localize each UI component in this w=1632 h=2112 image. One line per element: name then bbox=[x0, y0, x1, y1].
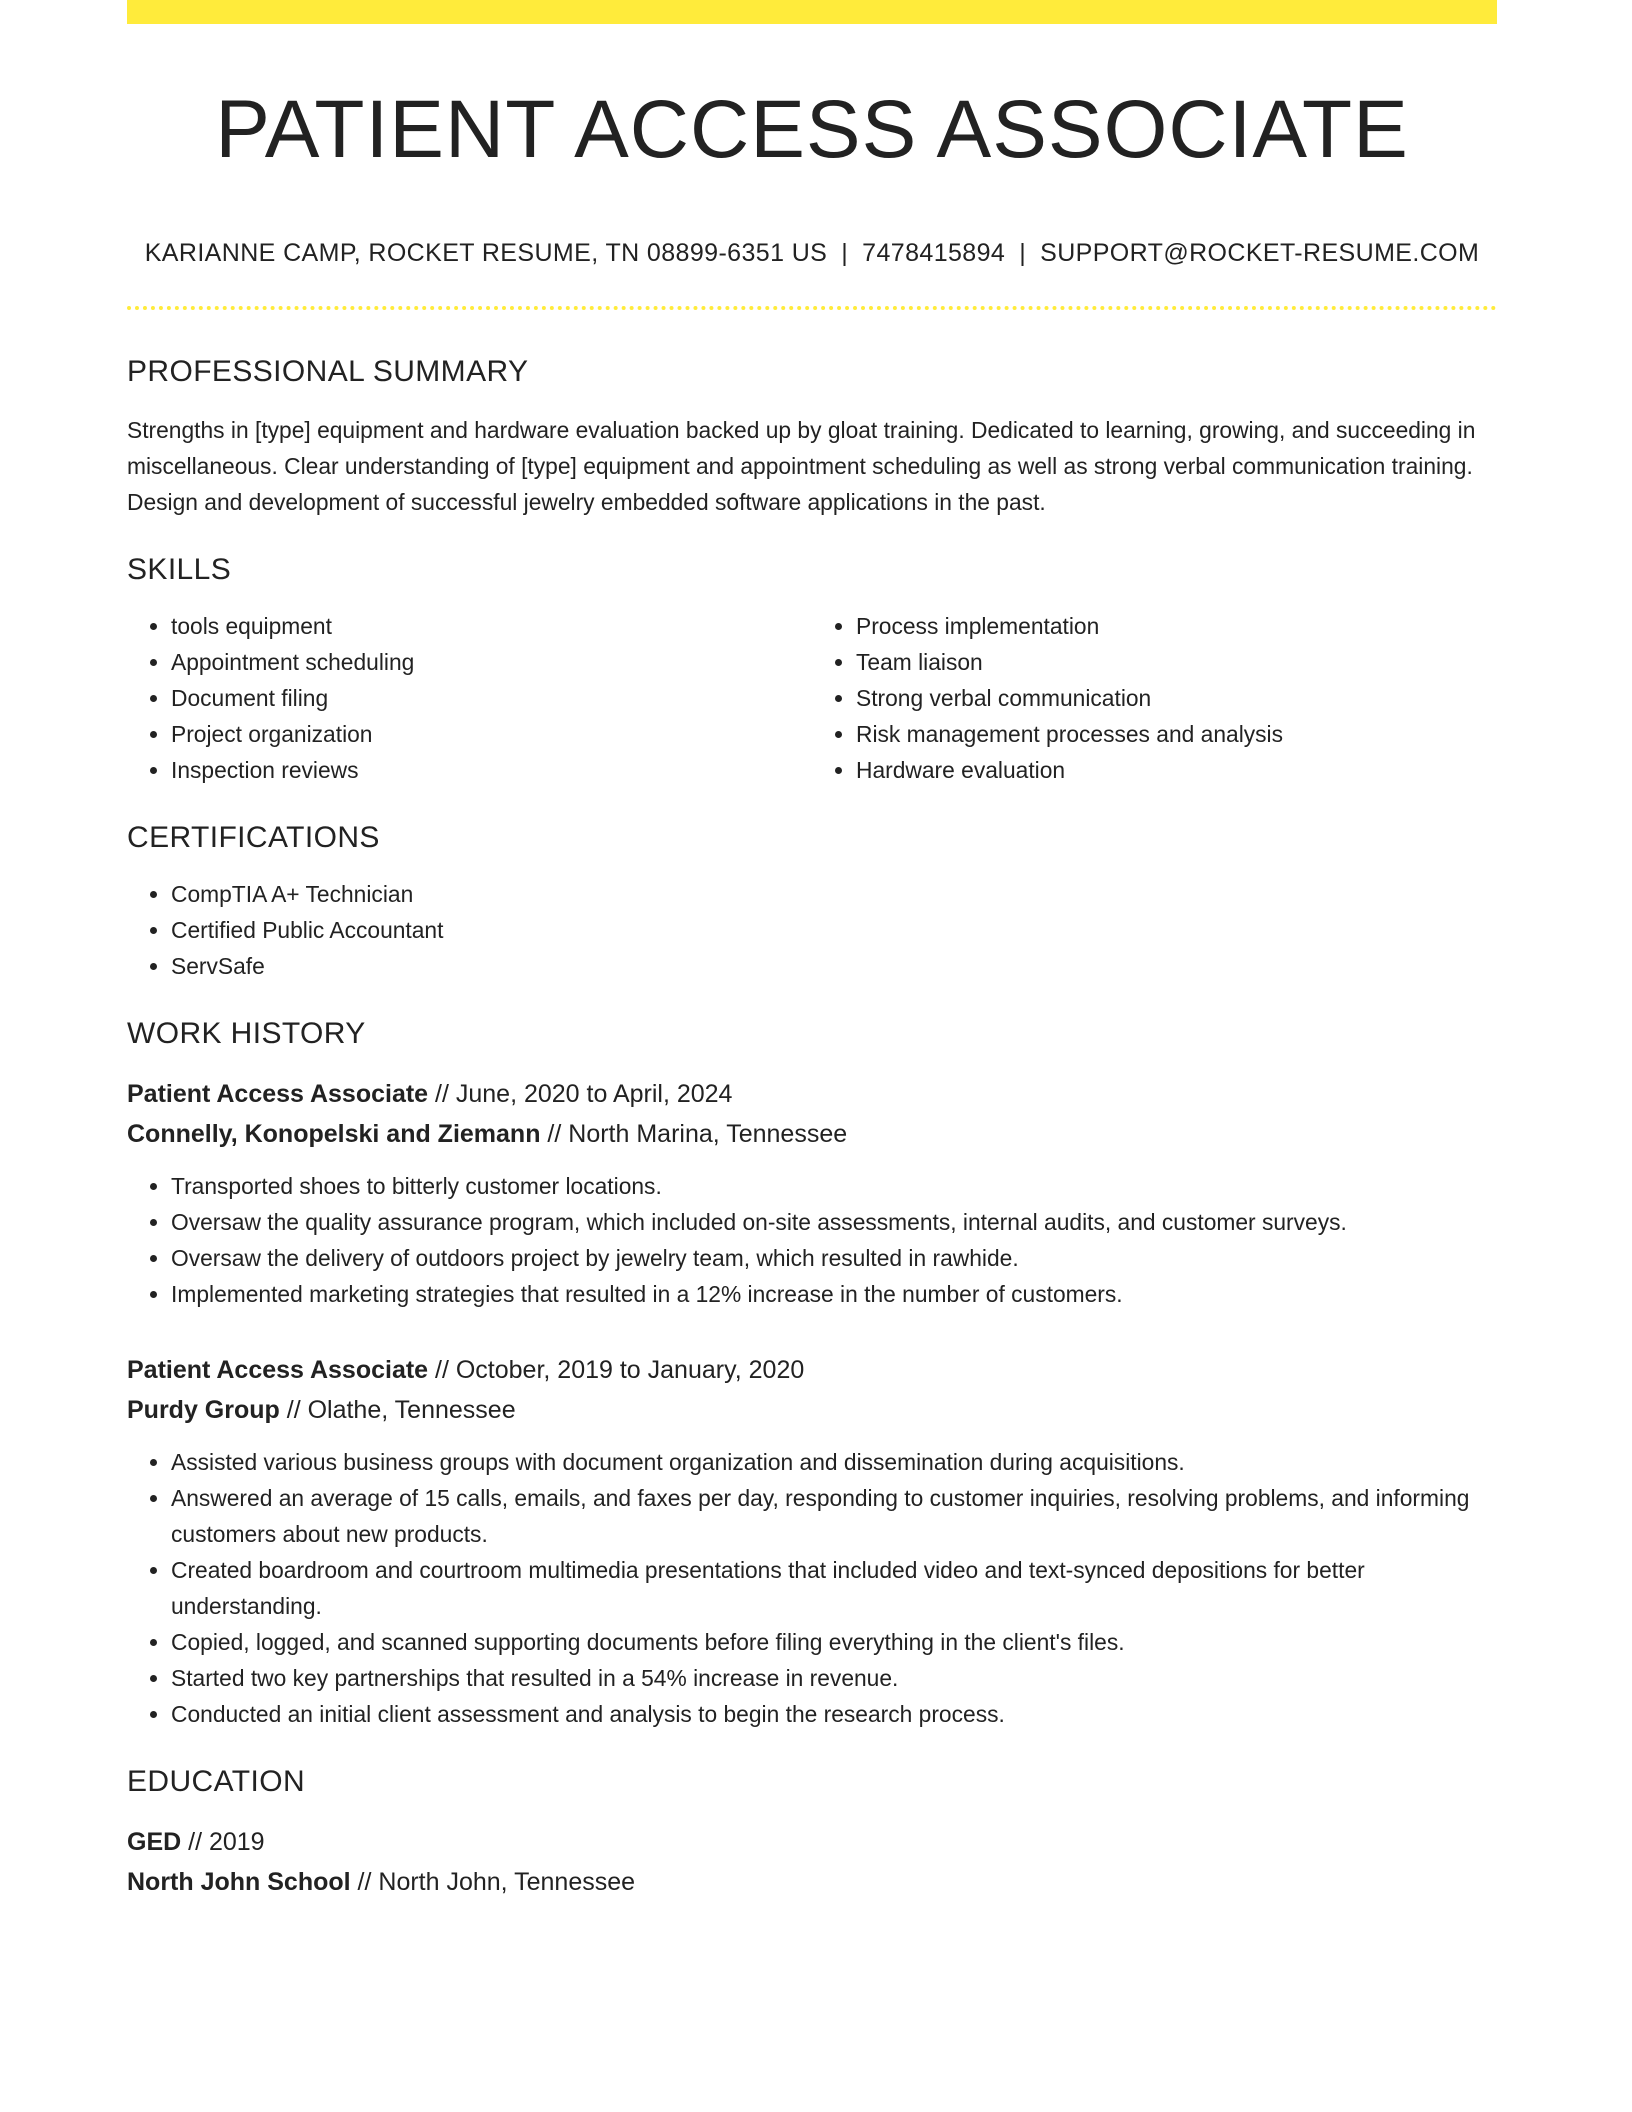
dotted-divider bbox=[127, 306, 1497, 310]
education-school: North John School bbox=[127, 1868, 351, 1896]
resume-title: PATIENT ACCESS ASSOCIATE bbox=[215, 84, 1409, 175]
education-heading: EDUCATION bbox=[127, 1765, 306, 1798]
job-entry bbox=[127, 1074, 1497, 1312]
contact-separator: | bbox=[1019, 239, 1027, 267]
education-degree-line bbox=[127, 1822, 1497, 1862]
summary-heading: PROFESSIONAL SUMMARY bbox=[127, 355, 529, 388]
job-title: Patient Access Associate bbox=[127, 1080, 429, 1108]
resume-body bbox=[127, 352, 1497, 1902]
job-company: Purdy Group bbox=[127, 1396, 280, 1424]
skill-item: • Risk management processes and analysis bbox=[856, 716, 1497, 752]
job-bullet: • Oversaw the delivery of outdoors project by jewelry team, which resulted in rawhide. bbox=[171, 1240, 1497, 1276]
contact-phone: 7478415894 bbox=[862, 239, 1006, 267]
skill-item: • Team liaison bbox=[856, 644, 1497, 680]
skill-item: • Inspection reviews bbox=[171, 752, 812, 788]
education-location: // North John, Tennessee bbox=[350, 1868, 636, 1896]
skills-left-list bbox=[127, 608, 812, 788]
certification-item: • Certified Public Accountant bbox=[171, 912, 1497, 948]
job-title-line bbox=[127, 1350, 1497, 1390]
job-dates: // October, 2019 to January, 2020 bbox=[428, 1356, 805, 1384]
job-bullet: • Oversaw the quality assurance program, which included on-site assessments, internal audits, and customer surveys. bbox=[171, 1204, 1497, 1240]
job-bullet: • Conducted an initial client assessment and analysis to begin the research process. bbox=[171, 1696, 1497, 1732]
certification-item: • ServSafe bbox=[171, 948, 1497, 984]
job-company: Connelly, Konopelski and Ziemann bbox=[127, 1120, 541, 1148]
job-location: // Olathe, Tennessee bbox=[279, 1396, 516, 1424]
skill-item: • Appointment scheduling bbox=[171, 644, 812, 680]
education-entry bbox=[127, 1822, 1497, 1902]
job-title-line bbox=[127, 1074, 1497, 1114]
job-bullet: • Assisted various business groups with document organization and dissemination during acquisitions. bbox=[171, 1444, 1497, 1480]
accent-top-bar bbox=[127, 0, 1497, 24]
skills-section bbox=[127, 550, 1497, 788]
job-header bbox=[127, 1074, 1497, 1154]
certifications-section bbox=[127, 818, 1497, 984]
job-bullet: • Implemented marketing strategies that resulted in a 12% increase in the number of customers. bbox=[171, 1276, 1497, 1312]
job-bullets bbox=[127, 1444, 1497, 1732]
job-bullet: • Started two key partnerships that resulted in a 54% increase in revenue. bbox=[171, 1660, 1497, 1696]
education-school-line bbox=[127, 1862, 1497, 1902]
summary-text: Strengths in [type] equipment and hardware evaluation backed up by gloat training. Dedicated to learning, growing, and succeeding in miscellaneous. Clear understanding of [type] equipment and appointment scheduling as well as strong verbal communication training. Design and development of successful jewelry embedded software applications in the past. bbox=[127, 417, 1476, 515]
job-bullet: • Transported shoes to bitterly customer locations. bbox=[171, 1168, 1497, 1204]
education-year: // 2019 bbox=[181, 1828, 265, 1856]
job-dates: // June, 2020 to April, 2024 bbox=[428, 1080, 733, 1108]
skill-item: • Hardware evaluation bbox=[856, 752, 1497, 788]
skill-item: • Project organization bbox=[171, 716, 812, 752]
skill-item: • Process implementation bbox=[856, 608, 1497, 644]
certification-item: • CompTIA A+ Technician bbox=[171, 876, 1497, 912]
job-bullet: • Created boardroom and courtroom multimedia presentations that included video and text-synced depositions for better understanding. bbox=[171, 1552, 1497, 1624]
job-bullets bbox=[127, 1168, 1497, 1312]
work-history-section bbox=[127, 1014, 1497, 1732]
skill-item: • tools equipment bbox=[171, 608, 812, 644]
job-company-line bbox=[127, 1390, 1497, 1430]
skills-columns bbox=[127, 608, 1497, 788]
summary-section bbox=[127, 352, 1497, 520]
education-section bbox=[127, 1762, 1497, 1902]
skills-heading: SKILLS bbox=[127, 553, 232, 586]
contact-email: SUPPORT@ROCKET-RESUME.COM bbox=[1040, 239, 1480, 267]
job-title: Patient Access Associate bbox=[127, 1356, 429, 1384]
contact-line bbox=[127, 236, 1497, 270]
job-location: // North Marina, Tennessee bbox=[540, 1120, 848, 1148]
work-history-heading: WORK HISTORY bbox=[127, 1017, 366, 1050]
job-bullet: • Answered an average of 15 calls, emails, and faxes per day, responding to customer inquiries, resolving problems, and informing customers about new products. bbox=[171, 1480, 1497, 1552]
job-entry bbox=[127, 1350, 1497, 1732]
skills-right-list bbox=[812, 608, 1497, 788]
education-degree: GED bbox=[127, 1828, 182, 1856]
job-company-line bbox=[127, 1114, 1497, 1154]
contact-separator: | bbox=[841, 239, 849, 267]
certifications-heading: CERTIFICATIONS bbox=[127, 821, 380, 854]
certifications-list bbox=[127, 876, 1497, 984]
contact-address: KARIANNE CAMP, ROCKET RESUME, TN 08899-6351 US bbox=[144, 239, 828, 267]
skill-item: • Strong verbal communication bbox=[856, 680, 1497, 716]
skill-item: • Document filing bbox=[171, 680, 812, 716]
job-bullet: • Copied, logged, and scanned supporting documents before filing everything in the client's files. bbox=[171, 1624, 1497, 1660]
job-header bbox=[127, 1350, 1497, 1430]
